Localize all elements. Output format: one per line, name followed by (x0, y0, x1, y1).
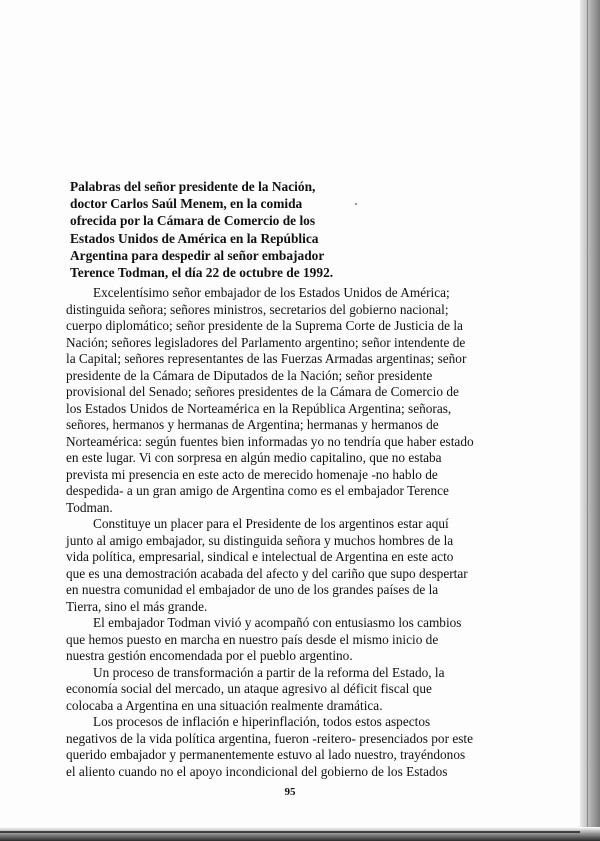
body-line: distinguida señora; señores ministros, secretarios del gobierno nacional; (66, 301, 449, 317)
body-line: junto al amigo embajador, su distinguida señora y muchos hombres de la (66, 532, 454, 548)
title-line: Palabras del señor presidente de la Nación, (70, 179, 316, 194)
body-line: en nuestra comunidad el embajador de uno de los grandes países de la (66, 582, 439, 597)
title-line: Estados Unidos de América en la República (70, 230, 319, 246)
body-line: nuestra gestión encomendada por el pueblo argentino. (66, 648, 353, 663)
body-line: el aliento cuando no el apoyo incondicional del gobierno de los Estados (66, 763, 448, 779)
title-line: ofrecida por la Cámara de Comercio de los (70, 213, 316, 229)
body-line: Constituye un placer para el Presidente de los argentinos estar aquí (93, 516, 449, 531)
body-line: prevista mi presencia en este acto de merecido homenaje -no hablo de (66, 466, 438, 482)
body-line: la Capital; señores representantes de las Fuerzas Armadas argentinas; señor (66, 351, 467, 366)
title-line: doctor Carlos Saúl Menem, en la comida (70, 196, 303, 212)
body-line: que hemos puesto en marcha en nuestro país desde el mismo inicio de (66, 631, 439, 647)
body-line: Norteamérica: según fuentes bien informadas yo no tendría que haber estado (66, 433, 474, 449)
body-line: El embajador Todman vivió y acompañó con entusiasmo los cambios (93, 615, 462, 630)
body-line: Los procesos de inflación e hiperinflación, todos estos aspectos (93, 714, 431, 729)
body-line: señores, hermanos y hermanas de Argentina; hermanas y hermanos de (66, 417, 439, 432)
page-number: 95 (284, 786, 296, 798)
body-line: provisional del Senado; señores presidentes de la Cámara de Comercio de (66, 384, 459, 399)
body-line: Un proceso de transformación a partir de la reforma del Estado, la (93, 664, 445, 680)
body-line: Tierra, sino el más grande. (66, 598, 208, 614)
body-line: economía social del mercado, un ataque agresivo al déficit fiscal que (66, 681, 432, 696)
body-line: querido embajador y permanentemente estuvo al lado nuestro, trayéndonos (66, 747, 466, 762)
speech-body (66, 285, 486, 780)
body-line: que es una demostración acabada del afecto y del cariño que supo despertar (66, 565, 468, 581)
body-line: presidente de la Cámara de Diputados de la Nación; señor presidente (66, 367, 433, 383)
body-line: negativos de la vida política argentina, fueron -reitero- presenciados por este (66, 730, 473, 746)
body-line: colocaba a Argentina en una situación realmente dramática. (66, 697, 383, 713)
page-edge-shadow-bottom (0, 827, 600, 841)
body-line: cuerpo diplomático; señor presidente de la Suprema Corte de Justicia de la (66, 318, 463, 333)
title-line: Terence Todman, el día 22 de octubre de 1992. (70, 265, 334, 281)
body-line: vida política, empresarial, sindical e intelectual de Argentina en este acto (66, 549, 454, 564)
body-line: en este lugar. Vi con sorpresa en algún medio capitalino, que no estaba (66, 450, 442, 465)
body-line: Todman. (66, 499, 113, 515)
body-line: Nación; señores legisladores del Parlamento argentino; señor intendente de (66, 334, 466, 350)
body-line: despedida- a un gran amigo de Argentina como es el embajador Terence (66, 483, 449, 498)
page-edge-shadow-right (580, 0, 600, 841)
title-line: Argentina para despedir al señor embajador (70, 247, 325, 263)
body-line: los Estados Unidos de Norteamérica en la República Argentina; señoras, (66, 400, 452, 416)
speech-title (70, 178, 370, 281)
body-line: Excelentísimo señor embajador de los Estados Unidos de América; (93, 285, 450, 300)
